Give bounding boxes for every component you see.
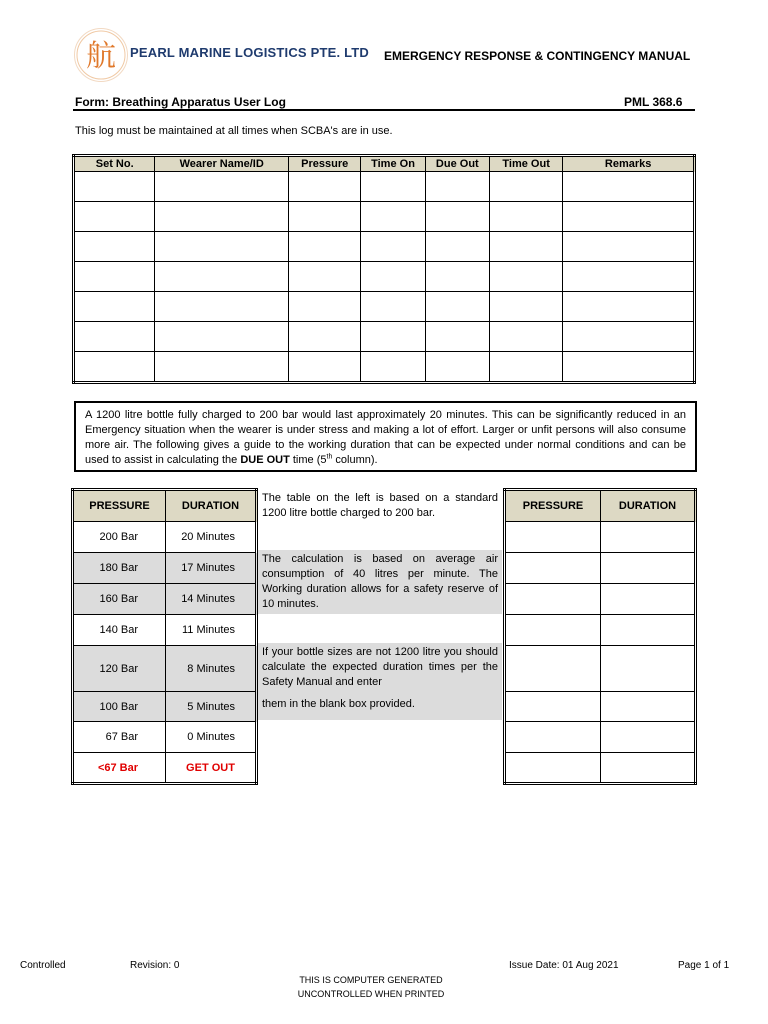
log-cell[interactable] [74,352,155,383]
intro-text: This log must be maintained at all times when SCBA's are in use. [75,125,393,137]
pressure-value: 140 Bar [73,615,166,646]
log-cell[interactable] [489,262,562,292]
manual-title: EMERGENCY RESPONSE & CONTINGENCY MANUAL [384,49,691,63]
blank-cell[interactable] [601,522,696,553]
blank-row [505,753,696,784]
logo-glyph: 航 [86,39,116,74]
log-cell[interactable] [563,292,695,322]
col-header-wearer: Wearer Name/ID [155,156,289,172]
log-cell[interactable] [361,232,425,262]
log-cell[interactable] [155,172,289,202]
blank-cell[interactable] [601,584,696,615]
blank-cell[interactable] [601,553,696,584]
footer-line-1: THIS IS COMPUTER GENERATED [299,975,443,985]
log-cell[interactable] [489,202,562,232]
duration-value: 5 Minutes [166,692,257,722]
blank-row [505,584,696,615]
blank-cell[interactable] [601,753,696,784]
log-cell[interactable] [289,172,361,202]
pressure-row [73,553,257,584]
log-cell[interactable] [489,322,562,352]
pressure-value: 67 Bar [73,722,166,753]
log-cell[interactable] [155,202,289,232]
info-due-out: DUE OUT [240,454,290,466]
col-header-set-no: Set No. [74,156,155,172]
log-cell[interactable] [361,352,425,383]
log-cell[interactable] [563,262,695,292]
log-cell[interactable] [289,202,361,232]
log-cell[interactable] [425,232,489,262]
title-divider [73,109,695,111]
log-row [74,322,695,352]
pressure-value: 200 Bar [73,522,166,553]
duration-value: 14 Minutes [166,584,257,615]
info-text-mid: time (5 [289,454,327,466]
pressure-value: 160 Bar [73,584,166,615]
pressure-row [73,646,257,692]
pressure-row [73,615,257,646]
blank-cell[interactable] [505,646,601,692]
breathing-apparatus-log-table [72,154,696,384]
form-code: PML 368.6 [624,95,683,109]
log-cell[interactable] [563,352,695,383]
log-row [74,172,695,202]
log-cell[interactable] [361,172,425,202]
log-cell[interactable] [289,322,361,352]
log-cell[interactable] [155,352,289,383]
log-cell[interactable] [361,322,425,352]
blank-cell[interactable] [505,692,601,722]
duration-value: 20 Minutes [166,522,257,553]
note-standard-bottle: The table on the left is based on a standard 1200 litre bottle charged to 200 bar. [262,492,498,519]
log-cell[interactable] [425,202,489,232]
duration-value: 11 Minutes [166,615,257,646]
log-cell[interactable] [425,292,489,322]
log-cell[interactable] [74,262,155,292]
blank-row [505,553,696,584]
pressure-row [73,584,257,615]
pressure-row [73,692,257,722]
blank-cell[interactable] [505,722,601,753]
log-cell[interactable] [361,292,425,322]
log-cell[interactable] [155,232,289,262]
log-cell[interactable] [425,322,489,352]
log-cell[interactable] [563,202,695,232]
log-cell[interactable] [74,172,155,202]
log-cell[interactable] [425,352,489,383]
blank-cell[interactable] [601,722,696,753]
log-cell[interactable] [74,202,155,232]
form-title: Form: Breathing Apparatus User Log [75,95,286,109]
log-cell[interactable] [489,352,562,383]
pressure-row-alert [73,753,257,784]
company-name: PEARL MARINE LOGISTICS PTE. LTD [130,45,370,60]
log-row [74,352,695,383]
blank-row [505,522,696,553]
col-header-pressure: Pressure [289,156,361,172]
log-cell[interactable] [155,322,289,352]
footer-page-number: Page 1 of 1 [678,960,730,971]
duration-header: DURATION [166,490,257,522]
blank-pressure-header: PRESSURE [505,490,601,522]
col-header-time-out: Time Out [489,156,562,172]
col-header-due-out: Due Out [425,156,489,172]
pressure-row [73,722,257,753]
log-cell[interactable] [74,322,155,352]
logo-emblem [74,28,128,82]
blank-pressure-duration-table [503,488,697,785]
pressure-value: 100 Bar [73,692,166,722]
blank-cell[interactable] [505,584,601,615]
log-cell[interactable] [74,292,155,322]
info-box [74,401,697,472]
log-cell[interactable] [155,262,289,292]
log-cell[interactable] [361,262,425,292]
blank-row [505,615,696,646]
ship-glyph-icon [75,29,127,81]
info-text: A 1200 litre bottle fully charged to 200 bar would last approximately 20 minutes. This can be significantly reduced in an Emergency situation when the wearer is under stress and making a lot of effort. Larger or unfit persons will also consume more air. The following gives a guide to the working duration that can be expected under normal conditions and can be used to assist in calculating the [85,409,686,466]
blank-cell[interactable] [601,692,696,722]
blank-header-row [505,490,696,522]
company-logo [74,28,370,82]
duration-value: 17 Minutes [166,553,257,584]
info-sup: th [326,453,333,461]
pressure-value: 180 Bar [73,553,166,584]
blank-cell[interactable] [505,615,601,646]
blank-cell[interactable] [505,753,601,784]
col-header-time-on: Time On [361,156,425,172]
log-cell[interactable] [489,292,562,322]
blank-row [505,692,696,722]
log-cell[interactable] [425,172,489,202]
note-calculation: The calculation is based on average air consumption of 40 litres per minute. The Working duration allows for a safety reserve of 10 minutes. [258,550,502,614]
footer-issue-date: Issue Date: 01 Aug 2021 [509,960,619,971]
log-cell[interactable] [289,292,361,322]
log-cell[interactable] [425,262,489,292]
duration-value: GET OUT [166,753,257,784]
blank-cell[interactable] [601,615,696,646]
duration-value: 8 Minutes [166,646,257,692]
pressure-row [73,522,257,553]
blank-cell[interactable] [505,522,601,553]
log-row [74,292,695,322]
col-header-remarks: Remarks [563,156,695,172]
pressure-duration-table [71,488,258,785]
log-cell[interactable] [489,172,562,202]
log-row [74,262,695,292]
log-cell[interactable] [489,232,562,262]
info-text-after: column). [332,454,378,466]
log-cell[interactable] [361,202,425,232]
log-cell[interactable] [563,172,695,202]
blank-row [505,646,696,692]
log-row [74,202,695,232]
pressure-header-row [73,490,257,522]
blank-cell[interactable] [601,646,696,692]
log-row [74,232,695,262]
blank-cell[interactable] [505,553,601,584]
blank-row [505,722,696,753]
note-blank-box: them in the blank box provided. [258,690,502,720]
note-other-bottles: If your bottle sizes are not 1200 litre you should calculate the expected duration times per the Safety Manual and enter [258,643,502,690]
log-header-row [74,156,695,172]
log-cell[interactable] [563,322,695,352]
footer-line-2: UNCONTROLLED WHEN PRINTED [297,989,445,999]
log-cell[interactable] [289,232,361,262]
log-cell[interactable] [74,232,155,262]
pressure-value: <67 Bar [73,753,166,784]
log-cell[interactable] [289,352,361,383]
log-cell[interactable] [289,262,361,292]
pressure-header: PRESSURE [73,490,166,522]
duration-value: 0 Minutes [166,722,257,753]
pressure-value: 120 Bar [73,646,166,692]
log-cell[interactable] [155,292,289,322]
footer-disclaimer [234,973,508,1001]
log-cell[interactable] [563,232,695,262]
footer-controlled: Controlled [20,960,66,971]
blank-duration-header: DURATION [601,490,696,522]
footer-revision: Revision: 0 [130,960,180,971]
